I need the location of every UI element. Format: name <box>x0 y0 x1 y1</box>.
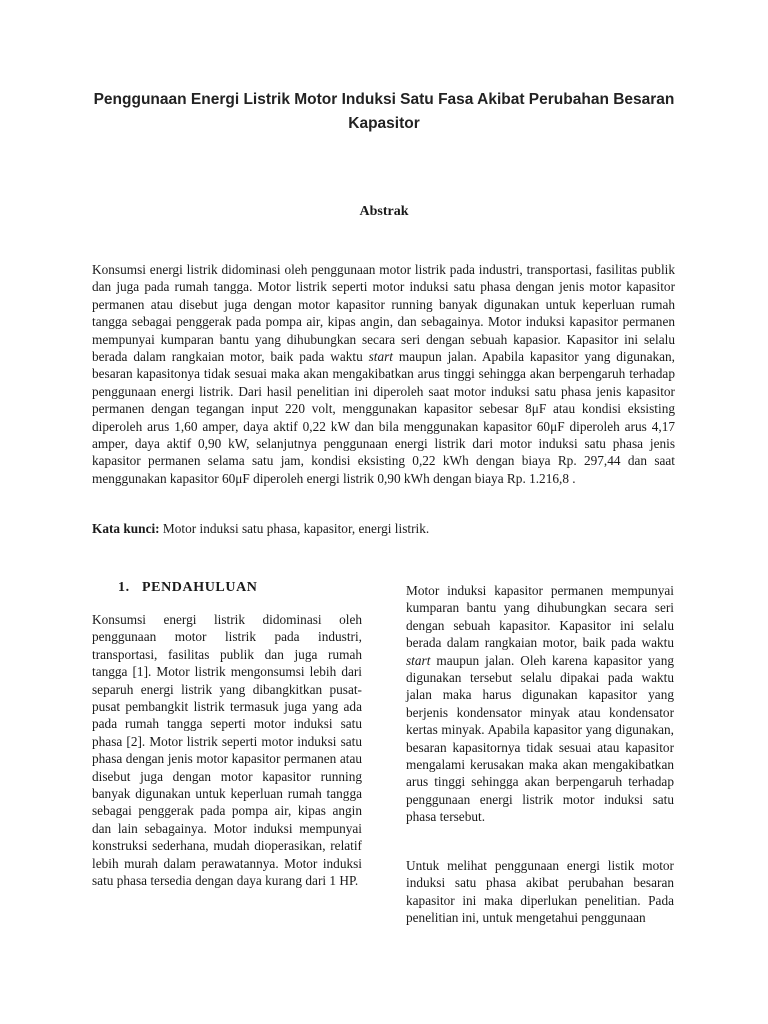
paper-title: Penggunaan Energi Listrik Motor Induksi Satu Fasa Akibat Perubahan Besaran Kapasitor <box>93 91 675 132</box>
keywords-line <box>92 520 675 538</box>
intro-right-text-2: maupun jalan. Oleh karena kapasitor yang digunakan tersebut selalu dipakai pada waktu jalan maka harus digunakan kapasitor yang berjenis kondensator minyak atau kondensator kertas minyak. Apabila kapasitor yang digunakan, besaran kapasitornya tidak sesuai atau kapasitor mengalami kerusakan maka akan mengakibatkan arus tinggi sehingga akan berpengaruh terhadap penggunaan energi listrik motor induksi satu phasa tersebut. <box>406 652 674 825</box>
keywords-label: Kata kunci: <box>92 521 160 536</box>
abstract-body <box>92 261 675 487</box>
intro-left-paragraph: Konsumsi energi listrik didominasi oleh penggunaan motor listrik pada industri, transportasi, fasilitas publik dan juga rumah tangga [1]. Motor listrik mengonsumsi lebih dari separuh energi listrik yang dibangkitkan pusat-pusat pembangkit listrik termasuk juga yang ada pada rumah tangga seperti motor induksi satu phasa [2]. Motor listrik seperti motor induksi satu phasa dengan jenis motor kapasitor permanen atau disebut juga dengan motor kapasitor running banyak digunakan untuk keperluan rumah tangga sebagai penggerak pada pompa air, kipas angin dan lain sebagainya. Motor induksi mempunyai konstruksi sederhana, mudah dioperasikan, relatif lebih murah dalam perawatannya. Motor induksi satu phasa tersedia dengan daya kurang dari 1 HP. <box>92 612 362 889</box>
section-heading: 1. PENDAHULUAN <box>118 580 258 595</box>
abstract-italic-start: start <box>368 349 393 365</box>
intro-right-paragraph-1 <box>406 582 674 826</box>
abstract-text-2: maupun jalan. Apabila kapasitor yang digunakan, besaran kapasitonya tidak sesuai maka akan mengakibatkan arus tinggi sehingga akan berpengaruh terhadap penggunaan energi listrik. Dari hasil penelitian ini diperoleh saat motor induksi satu phasa jenis kapasitor permanen dengan tegangan input 220 volt, menggunakan kapasitor sebesar 8μF atau kondisi eksisting diperoleh arus 1,60 amper, daya aktif 0,22 kW dan bila menggunakan kapasitor 60μF diperoleh arus 4,17 amper, daya aktif 0,90 kW, selanjutnya penggunaan energi listrik dari motor induksi satu phasa jenis kapasitor permanen selama satu jam, kondisi eksisting 0,22 kWh dengan biaya Rp. 297,44 dan saat menggunakan kapasitor 60μF diperoleh energi listrik 0,90 kWh dengan biaya Rp. 1.216,8 . <box>92 349 675 486</box>
keywords-text: Motor induksi satu phasa, kapasitor, energi listrik. <box>159 521 430 536</box>
abstract-text-1: Konsumsi energi listrik didominasi oleh penggunaan motor listrik pada industri, transportasi, fasilitas publik dan juga pada rumah tangga. Motor listrik seperti motor induksi satu phasa dengan jenis motor kapasitor permanen atau disebut juga dengan motor kapasitor running banyak digunakan untuk keperluan rumah tangga sebagai penggerak pada pompa air, kipas angin, dan sebagainya. Motor induksi kapasitor permanen mempunyai kumparan bantu yang dihubungkan secara seri dengan sebuah kapasior. Kapasitor ini selalu berada dalam rangkaian motor, baik pada waktu <box>92 262 675 365</box>
intro-right-paragraph-2: Untuk melihat penggunaan energi listik motor induksi satu phasa akibat perubahan besaran kapasitor ini maka diperlukan penelitian. Pada penelitian ini, untuk mengetahui penggunaan <box>406 858 674 926</box>
abstract-heading: Abstrak <box>359 204 409 219</box>
intro-right-text-1: Motor induksi kapasitor permanen mempunyai kumparan bantu yang dihubungkan secara seri dengan sebuah kapasitor. Kapasitor ini selalu berada dalam rangkaian motor, baik pada waktu <box>406 583 674 651</box>
intro-right-italic-start: start <box>406 652 431 668</box>
